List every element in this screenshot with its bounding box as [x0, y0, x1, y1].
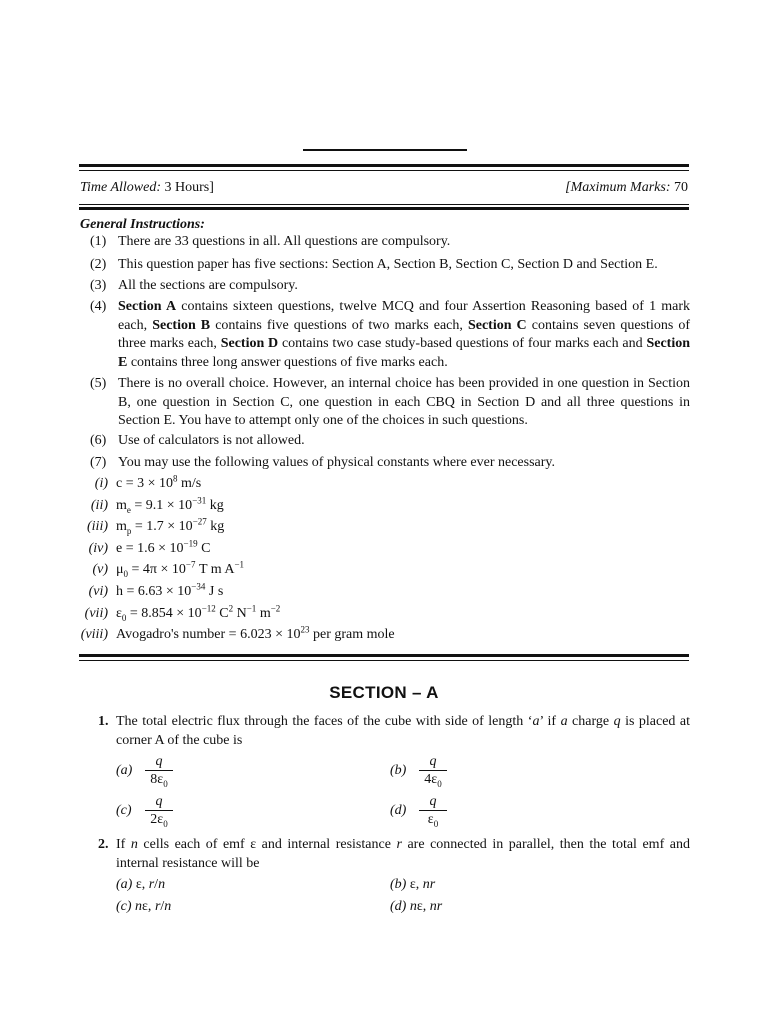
instruction-text: Use of calculators is not allowed. [118, 433, 305, 448]
constant-item [70, 583, 223, 601]
constant-item [70, 475, 201, 493]
question-2 [98, 835, 690, 873]
constant-item [70, 494, 224, 515]
maximum-marks: [Maximum Marks: 70 [565, 180, 688, 195]
fraction-numerator: q [155, 754, 163, 769]
option-d [390, 899, 442, 915]
fraction-denominator: $4\varepsilon_0$ [424, 772, 442, 789]
option-label: (a) [116, 877, 136, 892]
instruction-text: There are 33 questions in all. All questions are compulsory. [118, 234, 451, 249]
header-rule-bottom-thin [79, 204, 689, 205]
general-instructions-title: General Instructions: [80, 217, 205, 232]
question-number: 2. [98, 837, 109, 852]
instruction-item [90, 233, 690, 252]
instruction-number: (2) [90, 257, 107, 272]
instruction-item [90, 375, 690, 431]
constant-item [70, 518, 224, 536]
constant-number: (viii) [80, 627, 108, 643]
instruction-item [90, 256, 690, 275]
constant-number: (iii) [87, 519, 108, 535]
option-value: nε, r/n [135, 899, 172, 914]
constant-value: $\varepsilon_0 = 8.854 \times 10^{-12}$ $C^2$ $N^{-1}$ $m^{-2}$ [116, 602, 281, 623]
time-allowed: Time Allowed: 3 Hours] [80, 180, 214, 195]
fraction-numerator: q [155, 794, 163, 809]
constant-value: $m_p = 1.7 \times 10^{-27}$ kg [116, 516, 225, 536]
fraction-numerator: q [429, 754, 437, 769]
constant-value: Avogadro's number = $6.023 \times 10^{23}$ per gram mole [116, 624, 395, 643]
question-text: If n cells each of emf ε and internal resistance r are connected in parallel, then the total emf and internal resistance will be [116, 837, 690, 871]
constant-item [70, 626, 395, 644]
option-label: (b) [390, 763, 407, 778]
instruction-text: You may use the following values of physical constants where ever necessary. [118, 455, 556, 470]
option-fraction [142, 753, 176, 788]
fraction-denominator: $2\varepsilon_0$ [150, 812, 168, 829]
instruction-number: (5) [90, 376, 107, 391]
section-rule-bottom [79, 660, 689, 661]
option-label: (d) [390, 803, 407, 818]
header-rule-top-thin [79, 170, 689, 171]
constant-number: (iv) [88, 540, 108, 556]
instruction-text: This question paper has five sections: Section A, Section B, Section C, Section D and Section E. [118, 257, 658, 272]
instruction-text: Section A contains sixteen questions, twelve MCQ and four Assertion Reasoning based of 1 mark each, Section B contains five questions of two marks each, Section C contains seven questions of three marks each, Section D contains two case study-based questions of four marks each and Section E contains three long answer questions of five marks each. [118, 299, 691, 370]
question-text: The total electric flux through the faces of the cube with side of length ‘a’ if a charge q is placed at corner A of the cube is [116, 714, 690, 748]
instruction-item [90, 454, 690, 473]
section-rule-top [79, 654, 689, 657]
instruction-number: (4) [90, 299, 107, 314]
option-a [116, 755, 196, 795]
option-b [390, 877, 435, 893]
option-fraction [142, 793, 176, 828]
option-a [116, 877, 165, 893]
option-fraction [416, 793, 450, 828]
option-fraction [416, 753, 450, 788]
constant-value: $c = 3 \times 10^8$ m/s [116, 473, 202, 491]
constant-number: (ii) [90, 497, 108, 513]
option-value: nε, nr [409, 899, 443, 914]
option-value: ε, r/n [135, 877, 166, 892]
option-label: (a) [116, 763, 133, 778]
constant-value: $e = 1.6 \times 10^{-19}$ C [116, 538, 211, 556]
option-value: ε, nr [409, 877, 436, 892]
constant-item [70, 561, 244, 579]
option-d [390, 795, 470, 835]
instruction-number: (3) [90, 278, 107, 293]
constant-number: (v) [92, 562, 108, 578]
constant-value: $m_e = 9.1 \times 10^{-31}$ kg [116, 494, 224, 515]
question-1 [98, 712, 690, 750]
constant-number: (vii) [84, 605, 108, 621]
instruction-text: There is no overall choice. However, an internal choice has been provided in one question in Section B, one question in Section C, one question in each CBQ in Section D and all three questions in Section E. You have to attempt only one of the choices in such questions. [118, 376, 690, 428]
title-rule [303, 149, 467, 151]
instruction-text: All the sections are compulsory. [118, 278, 298, 293]
instruction-item [90, 277, 690, 296]
constant-item [70, 602, 281, 623]
fraction-numerator: q [429, 794, 437, 809]
option-label: (b) [390, 877, 410, 892]
constant-number: (i) [94, 476, 108, 491]
option-label: (d) [390, 899, 410, 914]
constant-number: (vi) [88, 584, 108, 599]
question-number: 1. [98, 714, 109, 729]
instruction-item [90, 432, 690, 451]
header-rule-bottom [79, 207, 689, 210]
instruction-item [90, 298, 690, 372]
instruction-number: (6) [90, 433, 107, 448]
option-c [116, 899, 171, 915]
section-title: SECTION – A [329, 683, 439, 702]
fraction-denominator: $8\varepsilon_0$ [150, 772, 168, 789]
header-rule-top [79, 164, 689, 167]
instruction-number: (7) [90, 455, 107, 470]
fraction-denominator: $\varepsilon_0$ [427, 812, 439, 829]
instruction-number: (1) [90, 234, 107, 249]
constant-value: $\mu_0 = 4\pi \times 10^{-7}$ T m $A^{-1}$ [116, 559, 245, 580]
constant-item [70, 540, 210, 558]
constant-value: $h = 6.63 \times 10^{-34}$ J s [116, 581, 224, 599]
option-label: (c) [116, 803, 132, 818]
option-c [116, 795, 196, 835]
option-label: (c) [116, 899, 136, 914]
option-b [390, 755, 470, 795]
